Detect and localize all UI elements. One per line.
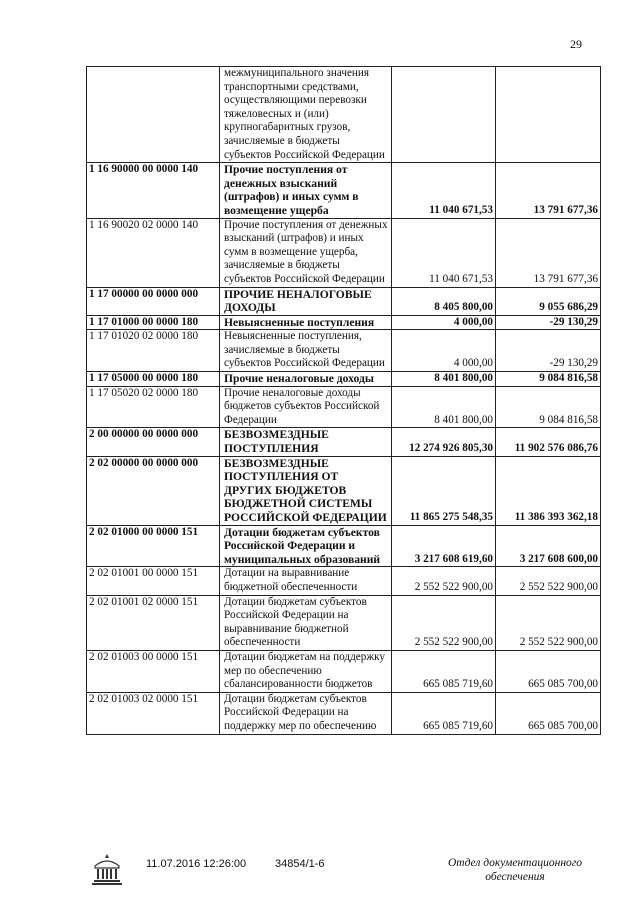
- row-fact-cell: 9 084 816,58: [496, 386, 601, 428]
- row-plan-cell: 11 040 671,53: [392, 218, 496, 287]
- row-plan-cell: 8 401 800,00: [392, 372, 496, 387]
- table-row: [87, 567, 601, 595]
- page-number: 29: [570, 37, 582, 51]
- row-name-cell: Невыясненные поступления: [220, 315, 392, 330]
- stamp-doc-number: 34854/1-6: [275, 858, 325, 870]
- row-fact-cell: 9 055 686,29: [496, 287, 601, 315]
- row-name-cell: Дотации бюджетам субъектов Российской Федерации на поддержку мер по обеспечению: [220, 692, 392, 734]
- row-code-cell: 2 02 00000 00 0000 000: [87, 456, 220, 525]
- table-row: [87, 315, 601, 330]
- row-plan-cell: 665 085 719,60: [392, 692, 496, 734]
- table-row: [87, 372, 601, 387]
- department-stamp: [440, 856, 590, 884]
- row-fact-cell: 665 085 700,00: [496, 692, 601, 734]
- row-fact-cell: 11 386 393 362,18: [496, 456, 601, 525]
- table-row: [87, 692, 601, 734]
- page-footer: [0, 858, 640, 898]
- stamp-datetime: 11.07.2016 12:26:00: [146, 858, 247, 870]
- row-name-cell: БЕЗВОЗМЕЗДНЫЕ ПОСТУПЛЕНИЯ: [220, 428, 392, 456]
- table-row: [87, 428, 601, 456]
- row-name-cell: Дотации бюджетам субъектов Российской Федерации и муниципальных образований: [220, 525, 392, 567]
- row-code-cell: 1 17 00000 00 0000 000: [87, 287, 220, 315]
- row-code-cell: 2 02 01000 00 0000 151: [87, 525, 220, 567]
- row-code-cell: 2 02 01001 00 0000 151: [87, 567, 220, 595]
- row-fact-cell: [496, 67, 601, 163]
- row-fact-cell: 3 217 608 600,00: [496, 525, 601, 567]
- table-row: [87, 218, 601, 287]
- row-fact-cell: 665 085 700,00: [496, 650, 601, 692]
- row-code-cell: 1 17 05000 00 0000 180: [87, 372, 220, 387]
- row-code-cell: [87, 67, 220, 163]
- table-row: [87, 595, 601, 650]
- row-code-cell: 2 02 01001 02 0000 151: [87, 595, 220, 650]
- row-plan-cell: 4 000,00: [392, 330, 496, 372]
- row-name-cell: Прочие неналоговые доходы бюджетов субъектов Российской Федерации: [220, 386, 392, 428]
- department-line-1: Отдел документационного: [447, 857, 583, 869]
- row-code-cell: 2 02 01003 00 0000 151: [87, 650, 220, 692]
- row-plan-cell: 8 405 800,00: [392, 287, 496, 315]
- table-row: [87, 163, 601, 218]
- row-name-cell: Дотации на выравнивание бюджетной обеспеченности: [220, 567, 392, 595]
- row-fact-cell: 13 791 677,36: [496, 218, 601, 287]
- table-row: [87, 330, 601, 372]
- row-fact-cell: 9 084 816,58: [496, 372, 601, 387]
- row-plan-cell: 2 552 522 900,00: [392, 595, 496, 650]
- row-name-cell: Дотации бюджетам субъектов Российской Федерации на выравнивание бюджетной обеспеченности: [220, 595, 392, 650]
- row-name-cell: ПРОЧИЕ НЕНАЛОГОВЫЕ ДОХОДЫ: [220, 287, 392, 315]
- row-fact-cell: 2 552 522 900,00: [496, 595, 601, 650]
- row-code-cell: 2 02 01003 02 0000 151: [87, 692, 220, 734]
- row-code-cell: 1 17 01000 00 0000 180: [87, 315, 220, 330]
- row-plan-cell: 4 000,00: [392, 315, 496, 330]
- row-name-cell: Невыясненные поступления, зачисляемые в бюджеты субъектов Российской Федерации: [220, 330, 392, 372]
- row-plan-cell: [392, 67, 496, 163]
- budget-table: [86, 66, 601, 735]
- row-plan-cell: 12 274 926 805,30: [392, 428, 496, 456]
- emblem-icon: [90, 852, 124, 888]
- row-name-cell: Прочие поступления от денежных взысканий (штрафов) и иных сумм в возмещение ущерба: [220, 163, 392, 218]
- row-code-cell: 1 16 90000 00 0000 140: [87, 163, 220, 218]
- row-fact-cell: -29 130,29: [496, 315, 601, 330]
- row-plan-cell: 3 217 608 619,60: [392, 525, 496, 567]
- row-code-cell: 1 17 01020 02 0000 180: [87, 330, 220, 372]
- row-fact-cell: -29 130,29: [496, 330, 601, 372]
- row-plan-cell: 2 552 522 900,00: [392, 567, 496, 595]
- table-row: [87, 287, 601, 315]
- row-name-cell: БЕЗВОЗМЕЗДНЫЕ ПОСТУПЛЕНИЯ ОТ ДРУГИХ БЮДЖЕТОВ БЮДЖЕТНОЙ СИСТЕМЫ РОССИЙСКОЙ ФЕДЕРАЦИИ: [220, 456, 392, 525]
- row-code-cell: 2 00 00000 00 0000 000: [87, 428, 220, 456]
- row-plan-cell: 8 401 800,00: [392, 386, 496, 428]
- row-plan-cell: 665 085 719,60: [392, 650, 496, 692]
- row-fact-cell: 2 552 522 900,00: [496, 567, 601, 595]
- table-row: [87, 456, 601, 525]
- table-row: [87, 67, 601, 163]
- row-code-cell: 1 17 05020 02 0000 180: [87, 386, 220, 428]
- table-row: [87, 650, 601, 692]
- table-row: [87, 525, 601, 567]
- row-name-cell: Дотации бюджетам на поддержку мер по обеспечению сбалансированности бюджетов: [220, 650, 392, 692]
- row-fact-cell: 13 791 677,36: [496, 163, 601, 218]
- row-fact-cell: 11 902 576 086,76: [496, 428, 601, 456]
- row-name-cell: Прочие неналоговые доходы: [220, 372, 392, 387]
- row-plan-cell: 11 040 671,53: [392, 163, 496, 218]
- row-code-cell: 1 16 90020 02 0000 140: [87, 218, 220, 287]
- row-name-cell: межмуниципального значения транспортными средствами, осуществляющими перевозки тяжеловесных и (или) крупногабаритных грузов, зачисляемые в бюджеты субъектов Российской Федерации: [220, 67, 392, 163]
- department-line-2: обеспечения: [485, 871, 545, 883]
- row-plan-cell: 11 865 275 548,35: [392, 456, 496, 525]
- table-row: [87, 386, 601, 428]
- row-name-cell: Прочие поступления от денежных взысканий (штрафов) и иных сумм в возмещение ущерба, зачисляемые в бюджеты субъектов Российской Федерации: [220, 218, 392, 287]
